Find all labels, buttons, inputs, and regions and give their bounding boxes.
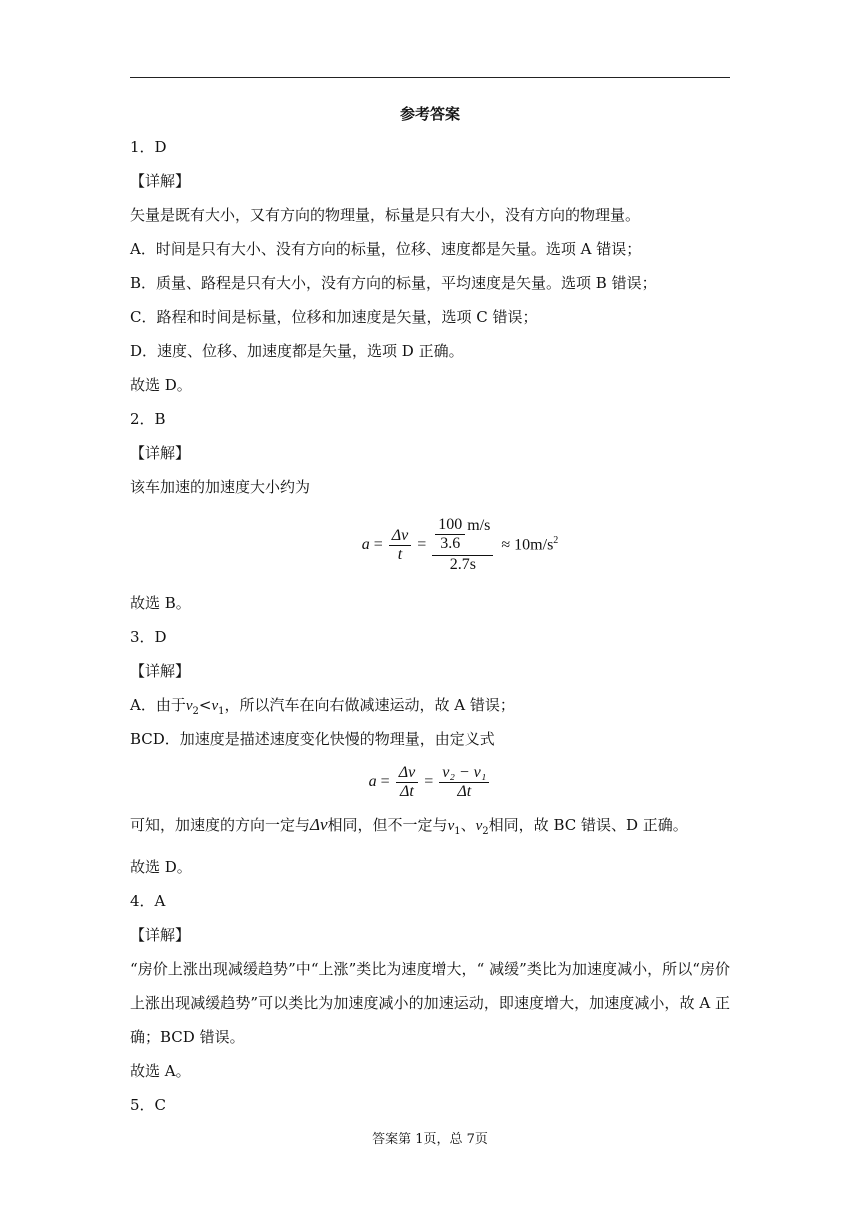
- answer-content: [130, 98, 730, 1122]
- eq-delta-v: Δv: [391, 526, 409, 544]
- eq-fraction-speed-time: [432, 516, 493, 574]
- q2-equation: [190, 504, 730, 586]
- q1-conclusion: 故选 D。: [130, 376, 192, 394]
- eq-equals: =: [373, 536, 383, 553]
- eq-fraction-100-3.6: [435, 516, 465, 553]
- q3-explanation: 可知，加速度的方向一定与Δv相同，但不一定与$v_1$、$v_2$相同，故 BC 错误、D 正确。: [130, 815, 688, 837]
- q1-option-d: D．速度、位移、加速度都是矢量，选项 D 正确。: [130, 342, 464, 360]
- q4-text: “房价上涨出现减缓趋势”中“上涨”类比为速度增大，“ 减缓”类比为加速度减小，所以“房价上涨出现减缓趋势”可以类比为加速度减小的加速运动，即速度增大，加速度减小，故 A 正确；BCD 错误。: [130, 960, 730, 1046]
- q1-intro: 矢量是既有大小，又有方向的物理量，标量是只有大小，没有方向的物理量。: [130, 206, 641, 224]
- q3-answer: 3．D: [130, 628, 167, 646]
- q1-option-a: A．时间是只有大小、没有方向的标量，位移、速度都是矢量。选项 A 错误；: [130, 240, 642, 258]
- q1-option-c: C．路程和时间是标量，位移和加速度是矢量，选项 C 错误；: [130, 308, 538, 326]
- eq-fraction-dv-dt: $\frac{\Delta v}{\Delta t}$: [396, 764, 419, 801]
- q1-answer: 1．D: [130, 138, 167, 156]
- eq-2.7s: 2.7s: [449, 556, 476, 573]
- q3-conclusion: 故选 D。: [130, 858, 192, 876]
- q3-bcd: BCD．加速度是描述速度变化快慢的物理量，由定义式: [130, 730, 495, 748]
- eq-3.6: 3.6: [440, 535, 461, 552]
- q3-detail-label: 【详解】: [130, 662, 191, 680]
- q3-option-a: A．由于$v_2<v_1$，所以汽车在向右做减速运动，故 A 错误；: [130, 696, 515, 717]
- eq-100: 100: [435, 516, 465, 535]
- eq-fraction-dv-t: [389, 527, 412, 564]
- q3-equation: a = $\frac{\Delta v}{\Delta t}$ = $\frac{\text{v₂ − v₁}}{\Delta t}$: [130, 756, 730, 808]
- page-title: 参考答案: [399, 105, 460, 123]
- q4-conclusion: 故选 A。: [130, 1062, 191, 1080]
- q1-option-b: B．质量、路程是只有大小，没有方向的标量，平均速度是矢量。选项 B 错误；: [130, 274, 657, 292]
- page-footer: 答案第 1页，总 7页: [372, 1132, 488, 1147]
- q1-detail-label: 【详解】: [130, 172, 191, 190]
- q2-detail-label: 【详解】: [130, 444, 191, 462]
- eq-approx-result: ≈ $10m/s^2$: [501, 535, 559, 554]
- eq-t: t: [397, 545, 403, 563]
- q4-answer: 4．A: [130, 892, 166, 910]
- eq-equals: =: [417, 536, 427, 553]
- q2-answer: 2．B: [130, 410, 166, 428]
- q2-intro: 该车加速的加速度大小约为: [130, 478, 311, 496]
- header-rule: [130, 77, 730, 78]
- q5-answer: 5．C: [130, 1096, 167, 1114]
- eq-symbol-a: a: [361, 536, 370, 553]
- eq-fraction-v2-v1: $\frac{\text{v₂ − v₁}}{\Delta t}$: [439, 764, 489, 801]
- q2-conclusion: 故选 B。: [130, 594, 191, 612]
- eq-unit-ms: m/s: [467, 516, 491, 534]
- q4-detail-label: 【详解】: [130, 926, 191, 944]
